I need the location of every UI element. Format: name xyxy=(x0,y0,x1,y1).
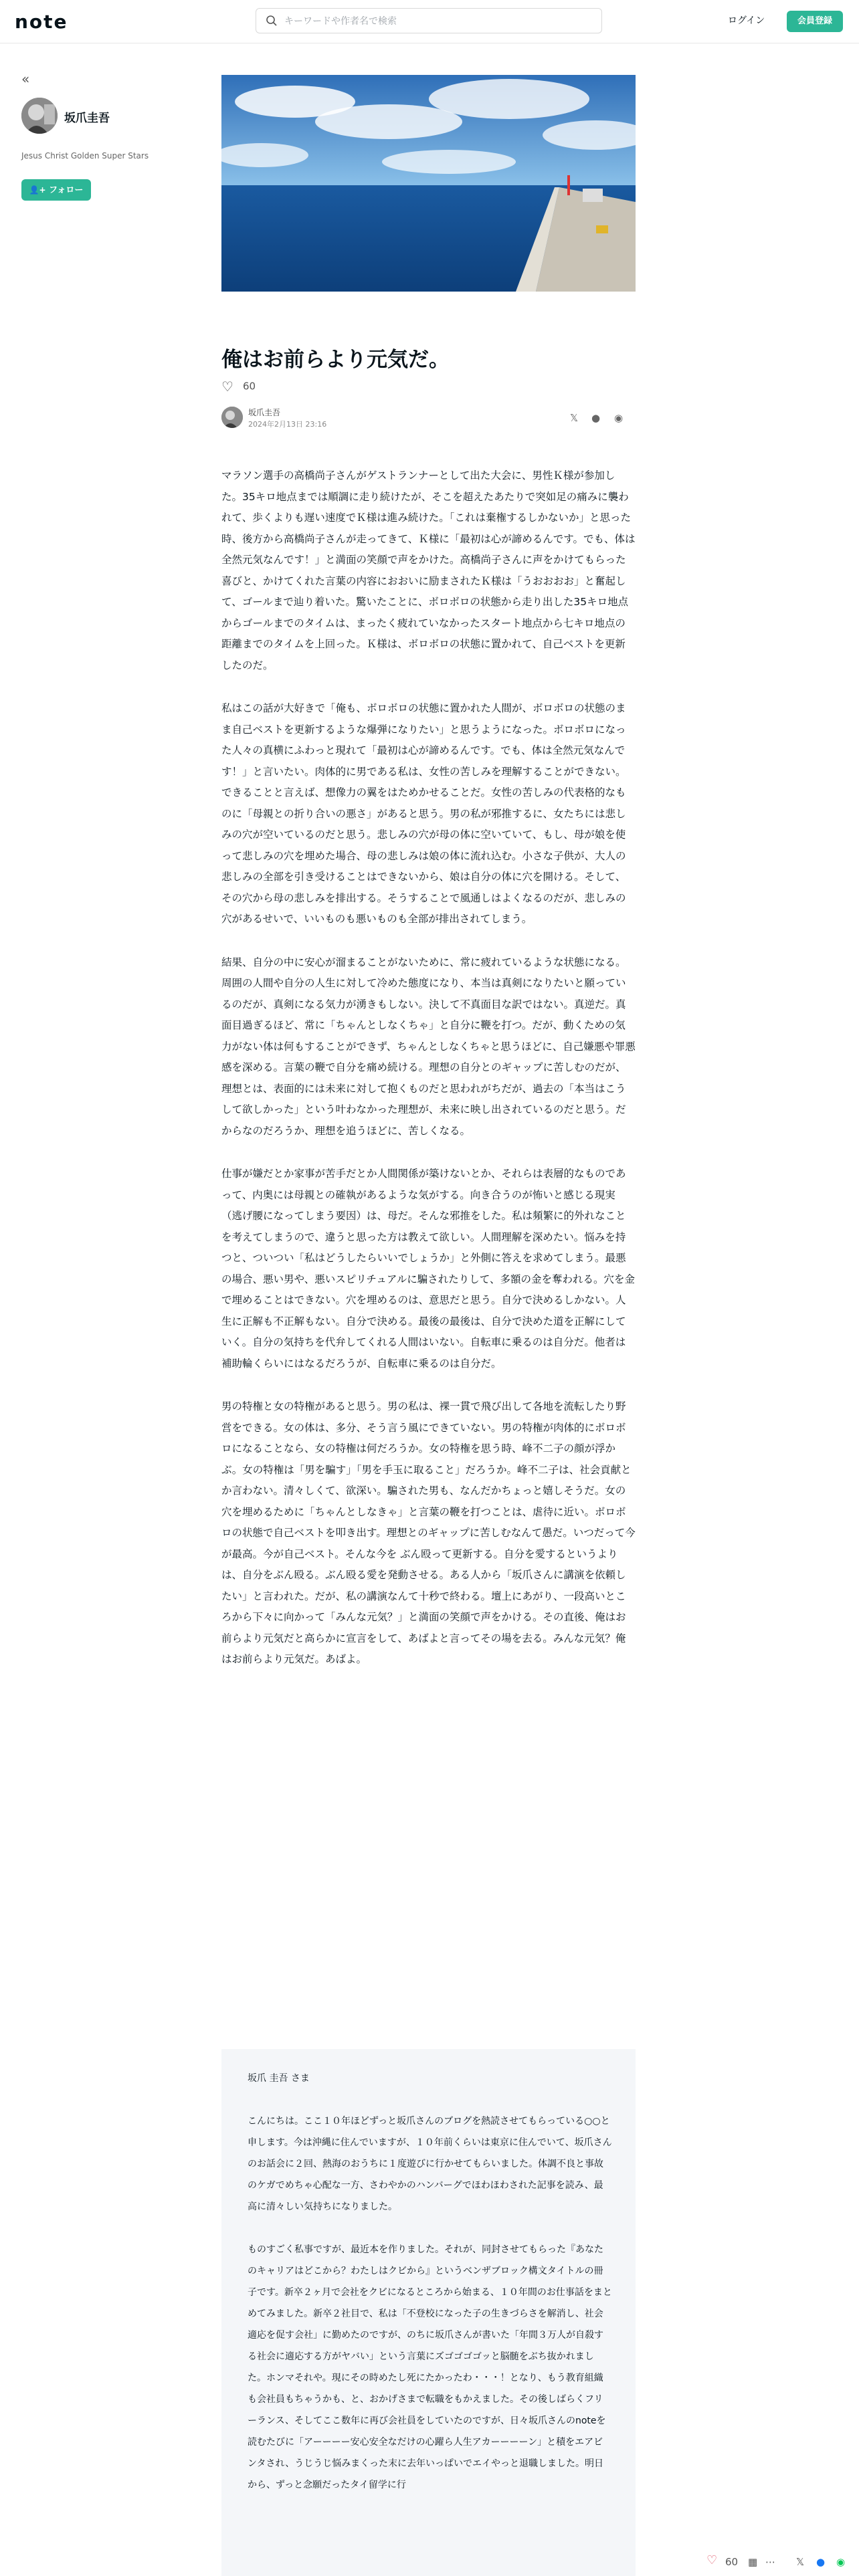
article-title: 俺はお前らより元気だ。 xyxy=(221,348,450,372)
author-avatar[interactable] xyxy=(21,98,58,134)
search-box[interactable] xyxy=(256,8,602,33)
body-paragraph: 私はこの話が大好きで「俺も、ボロボロの状態に置かれた人間が、ボロボロの状態のまま自己ベストを更新するような爆弾になりたい」と思うようになった。ボロボロになった人々の真横にふわっと現れて「最初は心が諦めるんです。でも、体は全然元気なんです！」と言いたい。肉体的に男である私は、女性の苦しみを理解することができない。できることと言えば、想像力の翼をはためかせることだ。女性の苦しみの代表格的なものに「母親との折り合いの悪さ」があると思う。男の私が邪推するに、女たちには悲しみの穴が空いているのだと思う。悲しみの穴が母の体に空いていて、もし、母が娘を使って悲しみの穴を埋めた場合、母の悲しみは娘の体に流れ込む。小さな子供が、大人の悲しみの全部を引き受けることはできないから、娘は自分の体に穴を開ける。そして、その穴から母の悲しみを排出する。そうすることで風通しはよくなるのだが、悲しみの穴があるせいで、いいものも悪いものも全部が排出されてしまう。 xyxy=(221,702,626,925)
body-paragraph: 結果、自分の中に安心が溜まることがないために、常に疲れているような状態になる。周囲の人間や自分の人生に対して冷めた態度になり、本当は真剣になりたいと願っているのだが、真剣になる気力が湧きもしない。決して不真面目な訳ではない。真逆だ。真面目過ぎるほど、常に「ちゃんとしなくちゃ」と自分に鞭を打つ。だが、動くための気力がない体は何もすることができず、ちゃんとしなくちゃと思うほどに、自己嫌悪や罪悪感を深める。言葉の鞭で自分を痛め続ける。理想の自分とのギャップに苦しむのだが、理想とは、表面的には未来に対して抱くものだと思われがちだが、過去の「本当はこうして欲しかった」という叶わなかった理想が、未来に映し出されているのだと思う。だからなのだろうか、理想を追うほどに、苦しくなる。 xyxy=(221,956,636,1137)
body-paragraph: 仕事が嫌だとか家事が苦手だとか人間関係が築けないとか、それらは表層的なものであって、内奥には母親との確執があるような気がする。向き合うのが怖いと感じる現実（逃げ腰になってしまう要因）は、母だ。そんな邪推をした。私は頻繁に的外れなことを考えてしまうので、違うと思った方は教えて欲しい。人間理解を深めたい。悩みを持つと、ついつい「私はどうしたらいいでしょうか」と外側に答えを求めてしまう。最悪の場合、悪い男や、悪いスピリチュアルに騙されたりして、多額の金を奪われる。穴を金で埋めることはできない。穴を埋めるのは、意思だと思う。自分で決めるしかない。人生に正解も不正解もない。自分で決める。最後の最後は、自分で決めた道を正解にしていく。自分の気持ちを代弁してくれる人間はいない。自転車に乗るのは自分だ。他者は補助輪くらいにはなるだろうが、自転車に乗るのは自分だ。 xyxy=(221,1168,635,1370)
note-logo[interactable]: note xyxy=(15,11,68,33)
heart-icon[interactable]: ♡ xyxy=(706,2553,718,2567)
bookmark-icon[interactable]: ▦ xyxy=(748,2556,758,2568)
x-share-icon[interactable]: 𝕏 xyxy=(796,2556,805,2568)
more-icon[interactable]: ⋯ xyxy=(765,2556,775,2568)
floating-action-bar xyxy=(696,2548,859,2576)
letter-paragraph: ものすごく私事ですが、最近本を作りました。それが、同封させてもらった『あなたのキャリアはどこから？わたしはクビから』というベンザブロック構文タイトルの冊子です。新卒２ヶ月で会社をクビになるところから始まる、１０年間のお仕事話をまとめてみました。新卒２社目で、私は「不登校になった子の生きづらさを解消し、社会適応を促す会社」に勤めたのですが、のちに坂爪さんが書いた「年間３万人が自殺する社会に適応する方がヤバい」という言葉にズゴゴゴゴッと脳髄をぶち抜かれました。ホンマそれや。現にその時めたし死にたかったわ・・・！となり、もう教育組織も会社員もちゃうかも、と、おかげさまで転職をもかえました。その後しばらくフリーランス、そしてここ数年に再び会社員をしていたのですが、日々坂爪さんのnoteを読むたびに「アーーーー安心安全なだけの心躍ら人生アカーーーーン」と積をエアビンタされ、うじうじ悩みまくった末に去年いっぱいでエイやっと退職しました。明日から、ずっと念願だったタイ留学に行 xyxy=(248,2244,612,2490)
letter-paragraph: こんにちは。ここ１０年ほどずっと坂爪さんのブログを熱読させてもらっている○○と申します。今は沖縄に住んでいますが、１０年前くらいは東京に住んでいて、坂爪さんのお話会に２回、熱海のおうちに１度遊びに行かせてもらいました。体調不良と事故のケガでめちゃ心配な一方、さわやかのハンバーグでほわほわされた記事を読み、最高に清々しい気持ちになりました。 xyxy=(248,2116,612,2212)
follow-button[interactable] xyxy=(21,179,91,201)
search-icon xyxy=(266,15,278,27)
login-link[interactable]: ログイン xyxy=(728,15,765,26)
author-bio: Jesus Christ Golden Super Stars xyxy=(21,151,149,160)
site-header xyxy=(0,0,859,43)
like-count-row[interactable] xyxy=(221,379,256,395)
letter-paragraph: 坂爪 圭吾 さま xyxy=(248,2073,310,2084)
line-share-icon[interactable]: ◉ xyxy=(614,412,624,424)
search-input[interactable] xyxy=(283,10,593,33)
follow-label: フォロー xyxy=(49,185,84,195)
letter-text xyxy=(248,2068,612,2517)
bottom-like-count: 60 xyxy=(725,2556,739,2568)
facebook-share-icon[interactable]: ● xyxy=(816,2556,826,2568)
body-paragraph: 男の特権と女の特権があると思う。男の私は、裸一貫で飛び出して各地を流転したり野営をできる。女の体は、多分、そう言う風にできていない。男の特権が肉体的にボロボロになることなら、女の特権は何だろうか。女の特権を思う時、峰不二子の顔が浮かぶ。女の特権は「男を騙す」「男を手玉に取ること」だろうか。峰不二子は、社会貢献とか言わない。清々しくて、欲深い。騙された男も、なんだかちょっと嬉しそうだ。女の穴を埋めるために「ちゃんとしなきゃ」と言葉の鞭を打つことは、虐待に近い。ボロボロの状態で自己ベストを叩き出す。理想とのギャップに苦しむなんて愚だ。いつだって今が最高。今が自己ベスト。そんな今を ぶん殴って更新する。自分を愛するというよりは、自分をぶん殴る。ぶん殴る愛を発動させる。ある人から「坂爪さんに講演を依頼したい」と言われた。だが、私の講演なんて十秒で終わる。壇上にあがり、一段高いところから下々に向かって「みんな元気？」と満面の笑顔で声をかける。その直後、俺はお前らより元気だと高らかに宣言をして、あばよと言ってその場を去る。みんな元気？俺はお前らより元気だ。あばよ。 xyxy=(221,1400,636,1665)
article-hero-image xyxy=(221,75,636,292)
article-body xyxy=(221,465,636,1693)
user-plus-icon: 👤+ xyxy=(29,185,46,195)
x-share-icon[interactable]: 𝕏 xyxy=(570,412,579,424)
collapse-sidebar-icon[interactable]: « xyxy=(21,71,30,87)
publish-date: 2024年2月13日 23:16 xyxy=(248,420,327,429)
line-share-icon[interactable]: ◉ xyxy=(836,2556,846,2568)
heart-icon[interactable]: ♡ xyxy=(221,379,233,395)
facebook-share-icon[interactable]: ● xyxy=(591,412,601,424)
meta-author-name[interactable]: 坂爪圭吾 xyxy=(248,408,281,417)
signup-button[interactable]: 会員登録 xyxy=(787,11,843,32)
like-count: 60 xyxy=(242,380,256,393)
author-name[interactable]: 坂爪圭吾 xyxy=(64,112,110,125)
meta-author-avatar[interactable] xyxy=(221,407,243,428)
body-paragraph: マラソン選手の高橋尚子さんがゲストランナーとして出た大会に、男性Ｋ様が参加した。35キロ地点までは順調に走り続けたが、そこを超えたあたりで突如足の痛みに襲われて、歩くよりも遅い速度でＫ様は進み続けた。「これは棄権するしかないか」と思った時、後方から高橋尚子さんが走ってきて、Ｋ様に「最初は心が諦めるんです。でも、体は全然元気なんです！」と満面の笑顔で声をかけた。高橋尚子さんに声をかけてもらった喜びと、かけてくれた言葉の内容におおいに励まされたＫ様は「うおおおお」と奮起して、ゴールまで辿り着いた。驚いたことに、ボロボロの状態から走り出した35キロ地点からゴールまでのタイムは、まったく疲れていなかったスタート地点から七キロ地点の距離までのタイムを上回った。Ｋ様は、ボロボロの状態に置かれて、自己ベストを更新したのだ。 xyxy=(221,469,636,671)
